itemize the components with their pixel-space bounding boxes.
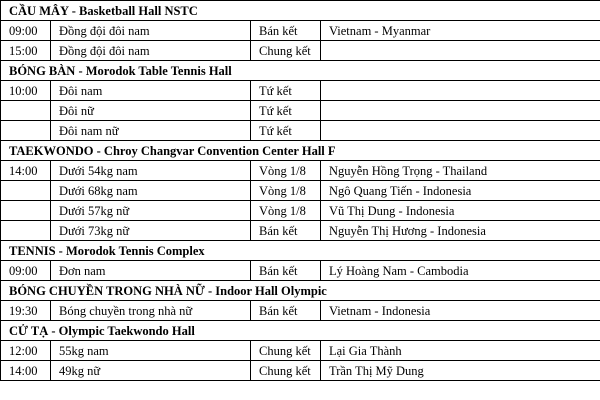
section-header-row bbox=[1, 281, 600, 301]
section-title bbox=[1, 281, 600, 301]
match-cell: Lý Hoàng Nam - Cambodia bbox=[321, 261, 600, 281]
match-cell: Nguyễn Thị Hương - Indonesia bbox=[321, 221, 600, 241]
event-cell: Đồng đội đôi nam bbox=[51, 41, 251, 61]
time-cell: 12:00 bbox=[1, 341, 51, 361]
match-cell: Vietnam - Myanmar bbox=[321, 21, 600, 41]
round-cell: Tứ kết bbox=[251, 101, 321, 121]
table-row bbox=[1, 341, 600, 361]
time-cell bbox=[1, 101, 51, 121]
table-row bbox=[1, 181, 600, 201]
round-cell: Chung kết bbox=[251, 341, 321, 361]
event-cell: Đồng đội đôi nam bbox=[51, 21, 251, 41]
venue-name: - Morodok Tennis Complex bbox=[55, 243, 205, 258]
match-cell bbox=[321, 81, 600, 101]
match-cell bbox=[321, 101, 600, 121]
table-row bbox=[1, 201, 600, 221]
section-header-row bbox=[1, 1, 600, 21]
sport-name: CỬ TẠ bbox=[9, 323, 49, 338]
round-cell: Bán kết bbox=[251, 261, 321, 281]
time-cell bbox=[1, 201, 51, 221]
venue-name: - Morodok Table Tennis Hall bbox=[75, 63, 232, 78]
event-cell: Bóng chuyền trong nhà nữ bbox=[51, 301, 251, 321]
time-cell bbox=[1, 221, 51, 241]
section-title bbox=[1, 321, 600, 341]
sport-name: TENNIS bbox=[9, 243, 56, 258]
event-cell: Dưới 68kg nam bbox=[51, 181, 251, 201]
sport-name: CẦU MÂY bbox=[9, 3, 69, 18]
event-cell: Đơn nam bbox=[51, 261, 251, 281]
venue-name: - Olympic Taekwondo Hall bbox=[48, 323, 195, 338]
match-cell: Vietnam - Indonesia bbox=[321, 301, 600, 321]
venue-name: - Basketball Hall NSTC bbox=[68, 3, 198, 18]
round-cell: Vòng 1/8 bbox=[251, 201, 321, 221]
sport-name: BÓNG BÀN bbox=[9, 63, 76, 78]
section-header-row bbox=[1, 241, 600, 261]
section-header-row bbox=[1, 321, 600, 341]
table-row bbox=[1, 101, 600, 121]
table-row bbox=[1, 161, 600, 181]
section-header-row bbox=[1, 141, 600, 161]
match-cell: Lại Gia Thành bbox=[321, 341, 600, 361]
time-cell: 19:30 bbox=[1, 301, 51, 321]
time-cell: 15:00 bbox=[1, 41, 51, 61]
event-cell: Đôi nam bbox=[51, 81, 251, 101]
time-cell: 09:00 bbox=[1, 261, 51, 281]
section-header-row bbox=[1, 61, 600, 81]
table-row bbox=[1, 221, 600, 241]
venue-name: - Indoor Hall Olympic bbox=[204, 283, 327, 298]
round-cell: Vòng 1/8 bbox=[251, 161, 321, 181]
round-cell: Chung kết bbox=[251, 41, 321, 61]
venue-name: - Chroy Changvar Convention Center Hall F bbox=[93, 143, 336, 158]
time-cell bbox=[1, 121, 51, 141]
match-cell bbox=[321, 41, 600, 61]
time-cell: 14:00 bbox=[1, 161, 51, 181]
table-row bbox=[1, 81, 600, 101]
event-cell: Dưới 73kg nữ bbox=[51, 221, 251, 241]
section-title bbox=[1, 61, 600, 81]
match-cell: Vũ Thị Dung - Indonesia bbox=[321, 201, 600, 221]
event-cell: Dưới 54kg nam bbox=[51, 161, 251, 181]
table-row bbox=[1, 361, 600, 381]
table-row bbox=[1, 41, 600, 61]
match-cell: Ngô Quang Tiến - Indonesia bbox=[321, 181, 600, 201]
table-row bbox=[1, 301, 600, 321]
event-cell: Đôi nữ bbox=[51, 101, 251, 121]
match-cell bbox=[321, 121, 600, 141]
round-cell: Tứ kết bbox=[251, 121, 321, 141]
round-cell: Vòng 1/8 bbox=[251, 181, 321, 201]
time-cell: 09:00 bbox=[1, 21, 51, 41]
time-cell: 10:00 bbox=[1, 81, 51, 101]
event-cell: Dưới 57kg nữ bbox=[51, 201, 251, 221]
event-cell: 55kg nam bbox=[51, 341, 251, 361]
event-cell: Đôi nam nữ bbox=[51, 121, 251, 141]
section-title bbox=[1, 141, 600, 161]
table-row bbox=[1, 261, 600, 281]
section-title bbox=[1, 1, 600, 21]
sport-name: TAEKWONDO bbox=[9, 143, 94, 158]
match-cell: Nguyễn Hồng Trọng - Thailand bbox=[321, 161, 600, 181]
round-cell: Bán kết bbox=[251, 21, 321, 41]
match-cell: Trần Thị Mỹ Dung bbox=[321, 361, 600, 381]
event-cell: 49kg nữ bbox=[51, 361, 251, 381]
section-title bbox=[1, 241, 600, 261]
round-cell: Bán kết bbox=[251, 221, 321, 241]
round-cell: Bán kết bbox=[251, 301, 321, 321]
round-cell: Chung kết bbox=[251, 361, 321, 381]
table-row bbox=[1, 21, 600, 41]
round-cell: Tứ kết bbox=[251, 81, 321, 101]
schedule-body bbox=[1, 1, 600, 381]
table-row bbox=[1, 121, 600, 141]
sport-name: BÓNG CHUYỀN TRONG NHÀ NỮ bbox=[9, 283, 205, 298]
time-cell bbox=[1, 181, 51, 201]
time-cell: 14:00 bbox=[1, 361, 51, 381]
